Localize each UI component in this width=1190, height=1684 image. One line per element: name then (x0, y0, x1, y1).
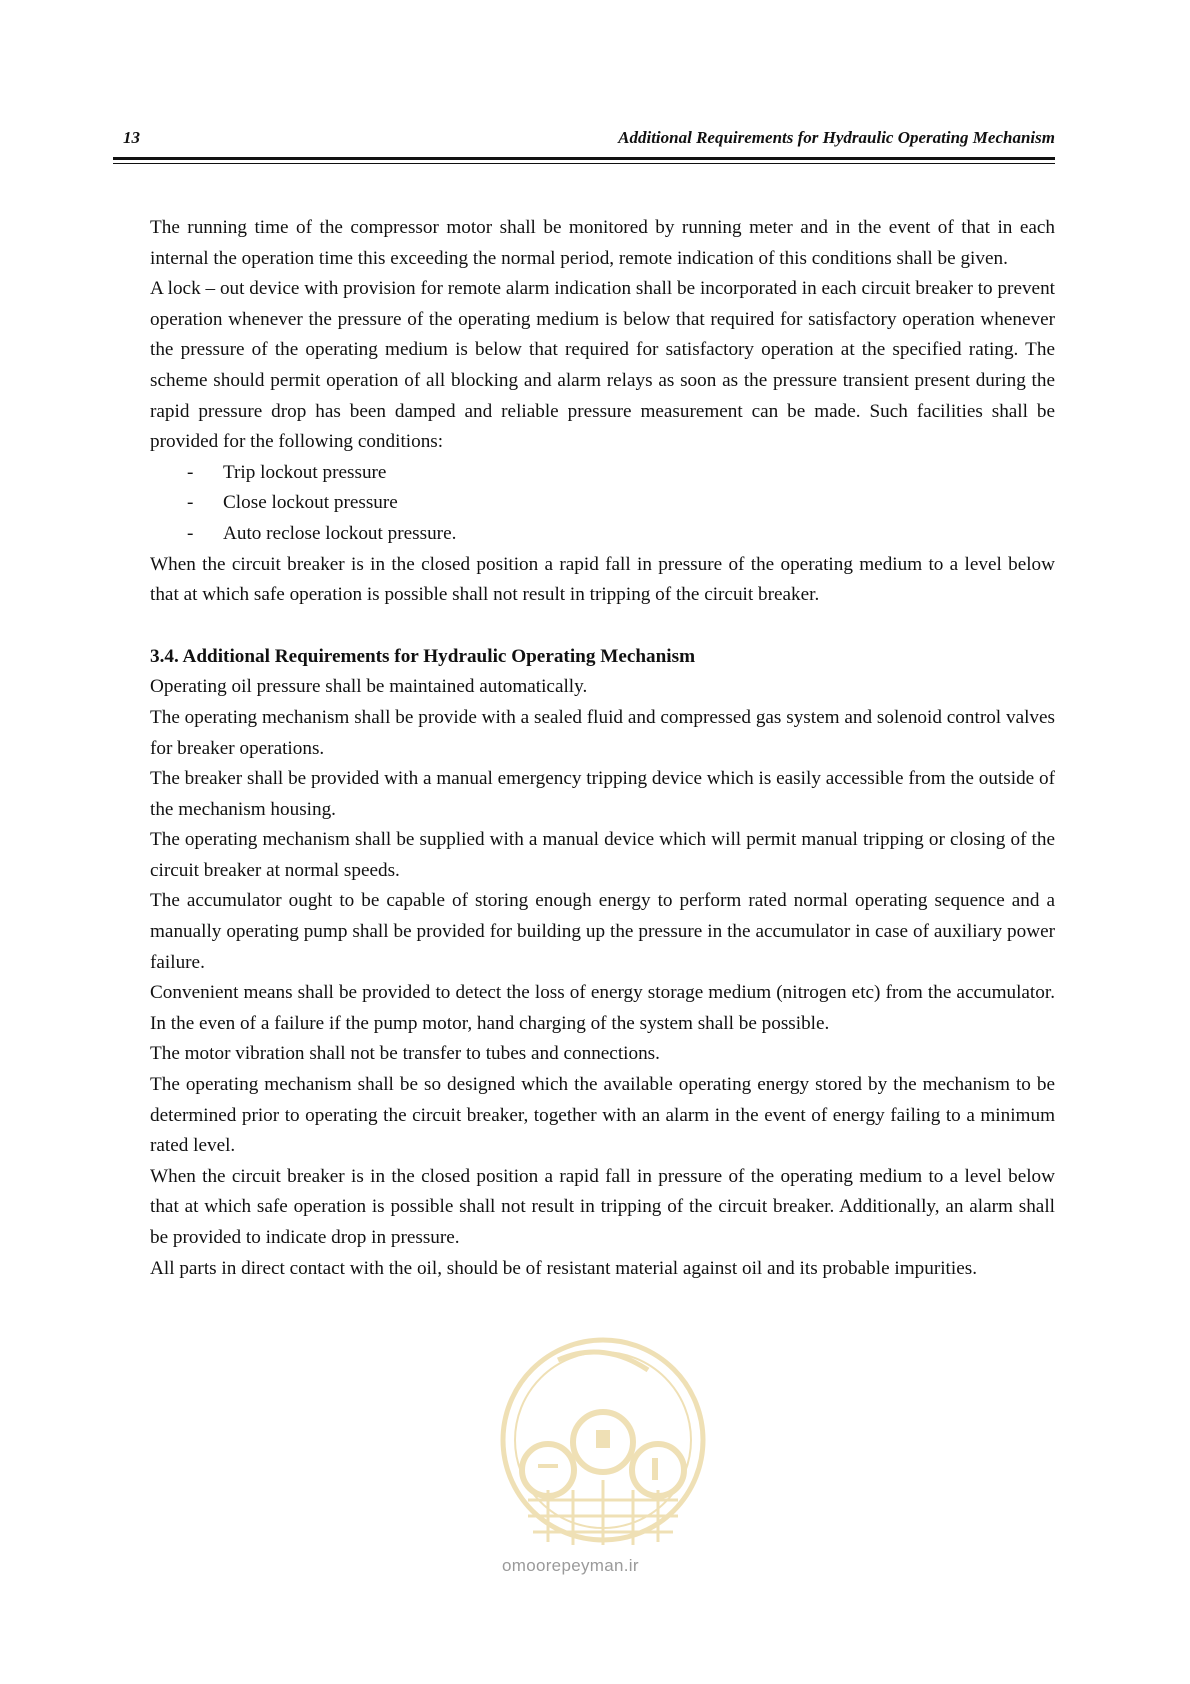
section-paragraph: The operating mechanism shall be provide with a sealed fluid and compressed gas system and solenoid control valves for breaker operations. (150, 706, 1055, 759)
page-number: 13 (123, 128, 140, 147)
list-marker: - (187, 522, 194, 544)
list-item-text: Auto reclose lockout pressure. (223, 522, 457, 544)
section-heading: 3.4. Additional Requirements for Hydraulic Operating Mechanism (150, 645, 696, 667)
watermark-url: omoorepeyman.ir (502, 1556, 639, 1575)
lockout-conditions-list (150, 458, 1055, 550)
list-item-text: Close lockout pressure (223, 492, 398, 514)
section-paragraph: The breaker shall be provided with a manual emergency tripping device which is easily accessible from the outside of the mechanism housing. (150, 768, 1055, 820)
paragraph-closed-position: When the circuit breaker is in the closed position a rapid fall in pressure of the operating medium to a level below that at which safe operation is possible shall not result in tripping of the circuit breaker. (150, 553, 1055, 606)
list-item-text: Trip lockout pressure (223, 461, 387, 483)
list-item (150, 488, 1055, 519)
section-paragraph: The operating mechanism shall be supplied with a manual device which will permit manual tripping or closing of the circuit breaker at normal speeds. (150, 829, 1055, 881)
list-item (150, 458, 1055, 489)
section-paragraph: All parts in direct contact with the oil, should be of resistant material against oil and its probable impurities. (150, 1257, 978, 1279)
list-marker: - (187, 492, 194, 514)
watermark-logo (488, 1330, 718, 1588)
section-paragraph: The accumulator ought to be capable of storing enough energy to perform rated normal operating sequence and a manually operating pump shall be provided for building up the pressure in the accumulator in case of auxiliary power failure. (150, 890, 1055, 973)
header-rule-thin (113, 163, 1055, 164)
running-title: Additional Requirements for Hydraulic Operating Mechanism (618, 128, 1055, 147)
paragraph-lockout-device: A lock – out device with provision for remote alarm indication shall be incorporated in each circuit breaker to prevent operation whenever the pressure of the operating medium is below that required for satisfactory operation whenever the pressure of the operating medium is below that required for satisfactory operation at the specified rating. The scheme should permit operation of all blocking and alarm relays as soon as the pressure transient present during the rapid pressure drop has been damped and reliable pressure measurement can be made. Such facilities shall be provided for the following conditions: (150, 278, 1055, 453)
list-marker: - (187, 461, 194, 483)
page-body (150, 213, 1055, 1284)
section-paragraph: When the circuit breaker is in the closed position a rapid fall in pressure of the operating medium to a level below that at which safe operation is possible shall not result in tripping of the circuit breaker. Additionally, an alarm shall be provided to indicate drop in pressure. (150, 1165, 1055, 1248)
section-paragraph: Convenient means shall be provided to detect the loss of energy storage medium (nitrogen etc) from the accumulator. In the even of a failure if the pump motor, hand charging of the system shall be possible. (150, 982, 1055, 1034)
section-paragraph: The operating mechanism shall be so designed which the available operating energy stored by the mechanism to be determined prior to operating the circuit breaker, together with an alarm in the event of energy failing to a minimum rated level. (150, 1074, 1055, 1157)
section-spacer (150, 611, 1055, 642)
paragraph-running-time: The running time of the compressor motor shall be monitored by running meter and in the event of that in each internal the operation time this exceeding the normal period, remote indication of this conditions shall be given. (150, 217, 1055, 269)
list-item (150, 519, 1055, 550)
page-header (113, 128, 1055, 150)
section-paragraph: Operating oil pressure shall be maintained automatically. (150, 676, 588, 698)
header-rule-thick (113, 157, 1055, 160)
section-paragraph: The motor vibration shall not be transfer to tubes and connections. (150, 1043, 660, 1065)
